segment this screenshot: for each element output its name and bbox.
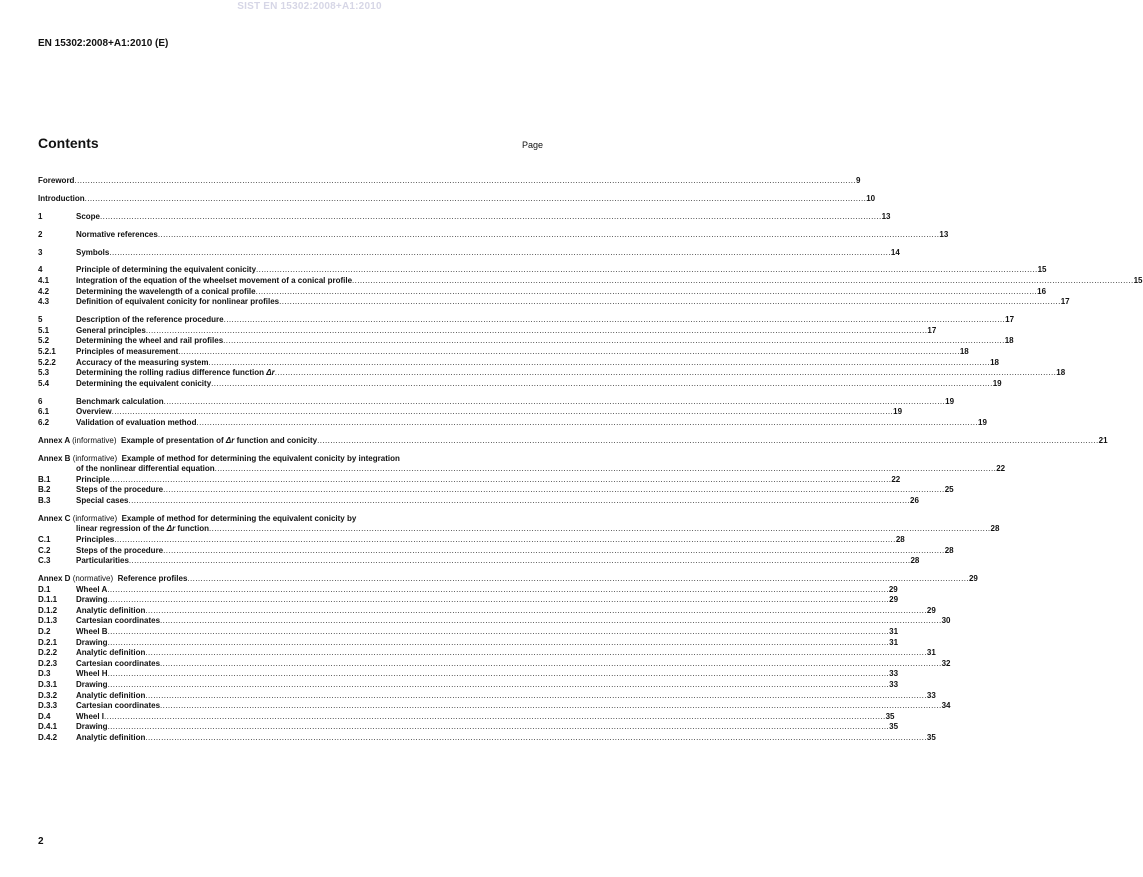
leader-dots [129,556,911,567]
leader-dots [224,315,1006,326]
toc-entry-page: 31 [889,637,899,647]
toc-entry-text: Benchmark calculation [76,396,164,406]
toc-entry-text: Steps of the procedure [76,545,164,555]
toc-entry-number: 6.2 [38,417,50,427]
toc-entry-5-2-1[interactable] [38,346,969,358]
toc-entry-page: 30 [941,616,951,626]
toc-entry-5-1[interactable] [38,325,937,337]
toc-entry-number: C.1 [38,535,51,544]
toc-entry-number: D.1 [38,584,51,594]
toc-entry-page: 35 [926,732,936,742]
toc-entry-page: 21 [1098,435,1108,445]
toc-entry-annex-b[interactable] [38,454,545,465]
toc-entry-5-2-2[interactable] [38,357,999,369]
toc-entry-5-4[interactable] [38,378,1002,390]
toc-entry-page: 22 [891,474,901,484]
document-id: EN 15302:2008+A1:2010 (E) [38,38,169,49]
toc-entry-b-2[interactable] [38,485,954,496]
toc-entry-text: Wheel I [76,711,105,721]
annex-label: Annex D [38,574,71,584]
toc-entry-page: 34 [941,701,951,711]
toc-entry-annex-c-cont[interactable] [38,524,1000,535]
leader-dots [209,524,991,535]
toc-entry-number: D.2.2 [38,648,58,658]
toc-entry-page: 19 [945,396,955,406]
toc-entry-annex-d[interactable] [38,574,978,585]
toc-entry-annex-a[interactable] [38,435,1108,447]
toc-entry-page: 29 [926,605,936,615]
toc-entry-text: Introduction [38,193,85,203]
toc-entry-text-part: function [177,524,209,534]
toc-entry-page: 28 [944,545,954,555]
leader-dots [256,265,1038,276]
toc-entry-6-1[interactable] [38,407,903,418]
page-column-header: Page [522,140,544,150]
toc-entry-text: Drawing [76,637,108,647]
toc-entry-number: B.2 [38,485,51,495]
leader-dots [104,712,886,723]
watermark: SIST EN 15302:2008+A1:2010 [237,1,382,12]
toc-entry-text: Symbols [76,247,110,257]
toc-entry-introduction[interactable] [38,193,876,205]
toc-entry-number: D.1.1 [38,595,58,605]
toc-entry-page: 19 [992,378,1002,388]
toc-entry-text: Particularities [76,556,129,566]
toc-entry-number: 5.2 [38,336,50,346]
leader-dots [107,585,889,596]
toc-entry-page: 33 [889,680,899,690]
toc-entry-text: Analytic definition [76,648,146,658]
toc-entry-page: 29 [968,574,978,584]
page-title: Contents [38,135,99,151]
toc-entry-page: 15 [1133,276,1143,286]
toc-entry-text: Description of the reference procedure [76,315,224,325]
toc-entry-number: 6.1 [38,407,50,417]
toc-entry-d-3-2[interactable] [38,690,936,702]
toc-entry-text: Drawing [76,680,108,690]
toc-entry-text: Cartesian coordinates [76,658,161,668]
toc-entry-number: 5.2.2 [38,357,56,367]
leader-dots [158,230,940,241]
leader-dots [215,464,997,475]
toc-entry-page: 9 [856,176,861,185]
toc-entry-d-2-2[interactable] [38,648,936,659]
toc-entry-page: 13 [939,229,949,239]
toc-entry-text-part: linear regression of the [76,524,165,534]
toc-entry-4[interactable] [38,265,1047,276]
annex-type: (informative) [72,513,118,523]
toc-entry-text-part: Example of method for determining the equivalent conicity by integration [121,453,400,463]
toc-entry-page: 31 [926,648,936,658]
leader-dots [223,336,1005,347]
toc-entry-text-part: function and conicity [236,435,318,445]
leader-dots [317,436,1099,447]
toc-entry-3[interactable] [38,247,900,259]
toc-entry-number: 2 [38,229,43,239]
toc-entry-number: 5.3 [38,368,50,378]
annex-label: Annex B [38,453,71,463]
toc-entry-d-1[interactable] [38,584,898,596]
toc-entry-text: Wheel H [76,669,108,679]
annex-type: (informative) [72,435,117,445]
toc-entry-page: 33 [926,690,936,700]
annex-type: (normative) [72,574,114,584]
leader-dots [275,368,1057,379]
leader-dots [145,691,927,702]
table-of-contents [38,176,1143,744]
toc-entry-number: 4.3 [38,297,50,307]
toc-entry-d-3[interactable] [38,669,899,680]
toc-entry-2[interactable] [38,229,949,241]
toc-entry-text: Determining the wavelength of a conical profile [76,286,256,296]
leader-dots [145,606,927,617]
toc-entry-text: Principles of measurement [76,346,179,356]
toc-entry-page: 19 [893,407,903,417]
toc-entry-6-2[interactable] [38,417,987,429]
toc-entry-d-4-1[interactable] [38,722,899,733]
leader-dots [279,297,1061,308]
toc-entry-number: 4.2 [38,286,50,296]
toc-entry-text: Definition of equivalent conicity for nonlinear profiles [76,297,280,307]
toc-entry-number: 4.1 [38,276,50,286]
toc-entry-text: Cartesian coordinates [76,701,161,711]
toc-entry-d-1-3[interactable] [38,616,951,627]
toc-entry-text: Analytic definition [76,690,146,700]
leader-dots [160,616,942,627]
toc-entry-text: Scope [76,211,101,221]
toc-entry-1[interactable] [38,211,891,223]
toc-entry-page: 18 [959,346,969,356]
leader-dots [160,701,942,712]
toc-entry-page: 17 [1005,315,1015,325]
toc-entry-number: 3 [38,247,43,257]
leader-dots [109,248,891,259]
toc-entry-page: 28 [895,535,905,544]
toc-entry-foreword[interactable] [38,176,861,187]
toc-entry-number: 6 [38,396,43,406]
toc-entry-d-1-2[interactable] [38,605,936,617]
leader-dots [108,669,890,680]
toc-entry-text: Normative references [76,229,158,239]
toc-entry-b-1[interactable] [38,474,901,486]
toc-entry-number: D.1.2 [38,605,58,615]
toc-entry-page: 35 [885,711,895,721]
toc-entry-d-2[interactable] [38,627,899,638]
toc-entry-text: Determining the wheel and rail profiles [76,336,224,346]
toc-entry-text: Foreword [38,176,75,185]
leader-dots [108,595,890,606]
toc-entry-text: General principles [76,325,146,335]
leader-dots [114,535,896,546]
leader-dots [85,194,867,205]
toc-entry-text: Validation of evaluation method [76,417,197,427]
toc-entry-text: Special cases [76,495,129,505]
toc-entry-text: Principle [76,474,110,484]
toc-entry-page: 32 [941,658,951,668]
toc-entry-text [38,454,400,465]
leader-dots [112,407,894,418]
toc-entry-b-3[interactable] [38,495,919,507]
toc-entry-number: D.4.2 [38,732,58,742]
leader-dots [178,347,960,358]
toc-entry-number: D.2.3 [38,658,58,668]
toc-entry-annex-b-cont[interactable] [38,464,1006,475]
toc-entry-number: B.1 [38,474,51,484]
toc-entry-number: C.2 [38,545,51,555]
toc-entry-annex-c[interactable] [38,514,545,525]
toc-entry-page: 31 [889,627,899,637]
toc-entry-text-part: Example of presentation of [121,435,224,445]
toc-entry-text: Principles [76,535,115,544]
leader-dots [211,379,993,390]
toc-entry-number: D.3.1 [38,680,58,690]
leader-dots [187,574,969,585]
toc-entry-text-part: Reference profiles [117,574,188,584]
toc-entry-text: Drawing [76,595,108,605]
toc-entry-page: 29 [888,584,898,594]
toc-entry-page: 18 [1004,336,1014,346]
toc-entry-number: D.2 [38,627,51,637]
leader-dots [108,722,890,733]
toc-entry-text: Accuracy of the measuring system [76,357,209,367]
toc-entry-page: 19 [978,417,987,427]
leader-dots [196,418,978,429]
annex-label: Annex C [38,513,71,523]
toc-entry-c-3[interactable] [38,556,920,567]
annex-label: Annex A [38,435,70,445]
toc-entry-d-2-1[interactable] [38,637,899,649]
toc-entry-number: B.3 [38,495,51,505]
toc-entry-number: 5.2.1 [38,346,56,356]
toc-entry-text: Drawing [76,722,108,732]
leader-dots [100,212,882,223]
leader-dots [74,176,856,187]
toc-entry-page: 17 [1060,297,1070,307]
toc-entry-page: 10 [866,193,876,203]
toc-entry-page: 35 [889,722,899,732]
toc-entry-4-3[interactable] [38,297,1070,308]
toc-entry-number: D.4 [38,711,51,721]
toc-entry-text [38,574,187,585]
toc-entry-page: 18 [990,357,999,367]
toc-entry-d-3-1[interactable] [38,680,899,691]
toc-entry-text: of the nonlinear differential equation [76,464,215,474]
toc-entry-5-2[interactable] [38,336,1014,347]
toc-entry-page: 16 [1037,286,1047,296]
leader-dots [146,326,928,337]
toc-entry-number: D.2.1 [38,637,58,647]
toc-entry-text [76,368,275,379]
toc-entry-text [38,514,356,525]
toc-entry-page: 29 [889,595,899,605]
toc-entry-page: 28 [910,556,920,566]
leader-dots [108,627,890,638]
toc-entry-number: D.4.1 [38,722,58,732]
toc-entry-5[interactable] [38,315,1015,326]
toc-entry-text: Determining the equivalent conicity [76,378,212,388]
toc-entry-text: Analytic definition [76,732,146,742]
toc-entry-d-3-3[interactable] [38,701,951,712]
toc-entry-number: 1 [38,211,43,221]
toc-entry-text: Overview [76,407,112,417]
annex-type: (informative) [72,453,118,463]
toc-entry-page: 18 [1056,368,1066,378]
toc-entry-number: C.3 [38,556,51,566]
leader-dots [160,659,942,670]
toc-entry-d-2-3[interactable] [38,658,951,670]
toc-entry-page: 13 [881,211,891,221]
toc-entry-6[interactable] [38,396,955,408]
toc-entry-text [76,524,209,535]
leader-dots [256,287,1038,298]
toc-entry-number: 5.1 [38,325,50,335]
toc-entry-text: Analytic definition [76,605,146,615]
toc-entry-number: 5 [38,315,43,325]
leader-dots [108,638,890,649]
toc-entry-c-2[interactable] [38,545,954,557]
toc-entry-text: Wheel A [76,584,108,594]
leader-dots [110,475,892,486]
delta-r-symbol: Δr [166,524,176,534]
toc-entry-number: 4 [38,265,43,275]
leader-dots [145,733,927,744]
toc-entry-c-1[interactable] [38,535,905,546]
toc-entry-4-2[interactable] [38,286,1047,298]
toc-entry-4-1[interactable] [38,276,1143,287]
toc-entry-text: Wheel B [76,627,108,637]
delta-r-symbol: Δr [266,368,275,378]
toc-entry-number: D.3.2 [38,690,58,700]
toc-entry-number: 5.4 [38,378,50,388]
leader-dots [128,496,910,507]
toc-entry-d-1-1[interactable] [38,595,899,606]
toc-entry-text: Principle of determining the equivalent conicity [76,265,257,275]
toc-entry-number: D.3 [38,669,51,679]
leader-dots [164,397,946,408]
toc-entry-text [38,436,317,447]
leader-dots [108,680,890,691]
leader-dots [163,485,945,496]
leader-dots [145,648,927,659]
toc-entry-text: Steps of the procedure [76,485,164,495]
leader-dots [163,546,945,557]
toc-entry-text: Cartesian coordinates [76,616,161,626]
page-number: 2 [38,836,44,847]
toc-entry-page: 22 [996,464,1006,474]
toc-entry-d-4[interactable] [38,711,895,723]
toc-entry-d-4-2[interactable] [38,732,936,744]
leader-dots [209,358,991,369]
delta-r-symbol: Δr [225,435,235,445]
toc-entry-page: 25 [944,485,954,495]
toc-entry-page: 28 [990,524,1000,534]
toc-entry-page: 15 [1037,265,1047,275]
toc-entry-5-3[interactable] [38,368,1066,379]
toc-entry-page: 14 [890,247,900,257]
leader-dots [352,276,1134,287]
toc-entry-text-part: Example of method for determining the equivalent conicity by [121,513,357,523]
toc-entry-page: 17 [927,325,937,335]
toc-entry-text-part: Determining the rolling radius difference function [76,368,265,378]
toc-entry-text: Integration of the equation of the wheelset movement of a conical profile [76,276,353,286]
toc-entry-page: 26 [910,495,919,505]
toc-entry-page: 33 [889,669,899,679]
toc-entry-number: D.3.3 [38,701,58,711]
toc-entry-number: D.1.3 [38,616,58,626]
